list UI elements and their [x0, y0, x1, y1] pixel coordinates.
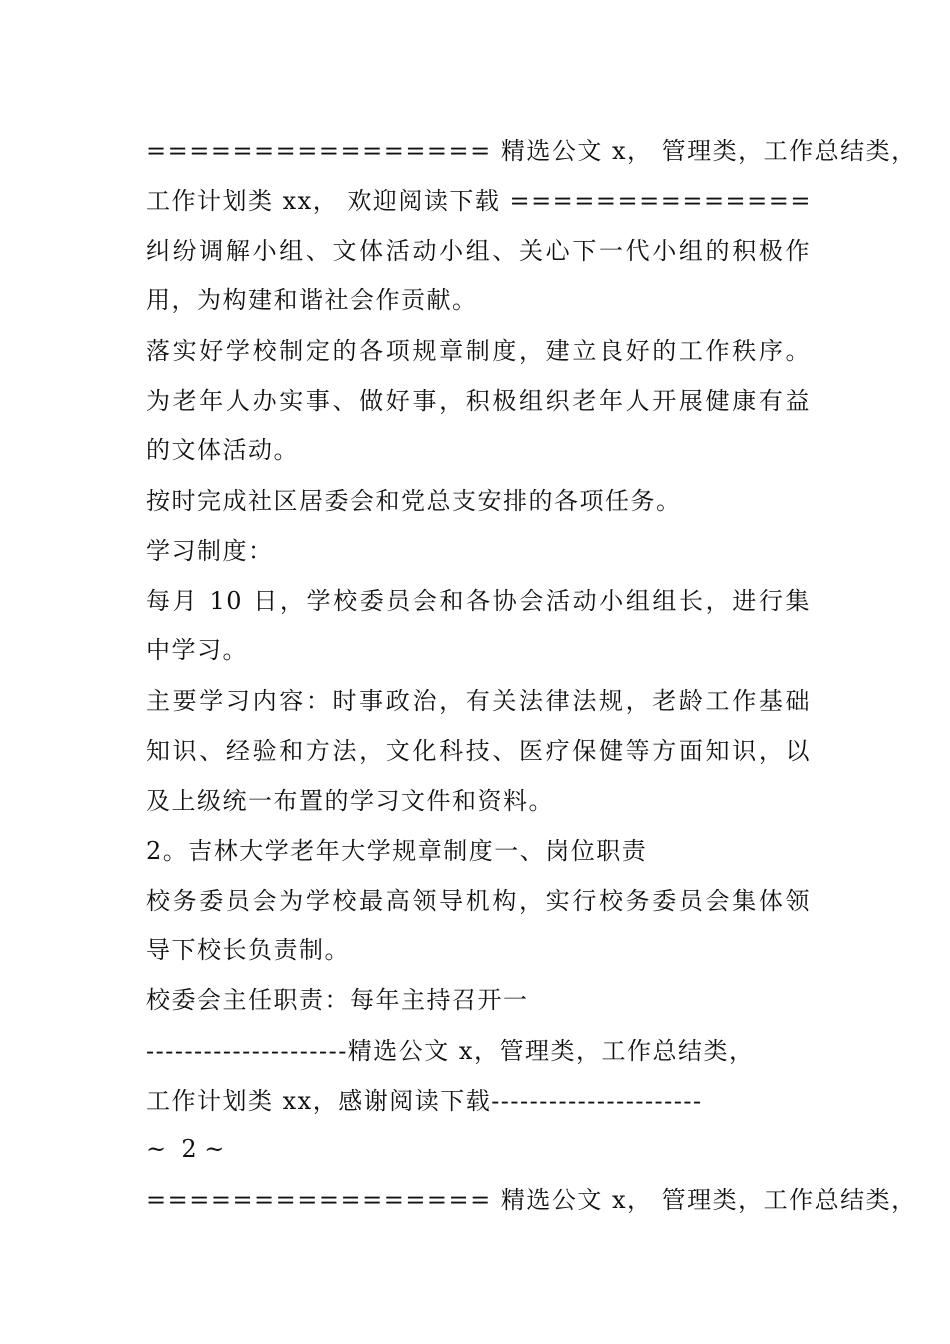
footer-banner-line-1: ---------------------精选公文 x，管理类，工作总结类， — [146, 1037, 755, 1065]
section-heading: 学习制度： — [146, 537, 274, 565]
body-line: 每月 10 日，学校委员会和各协会活动小组组长，进行集 — [146, 587, 811, 615]
body-line: 主要学习内容：时事政治，有关法律法规，老龄工作基础 — [146, 687, 811, 715]
body-line: 知识、经验和方法，文化科技、医疗保健等方面知识，以 — [146, 737, 811, 765]
section-heading: 2。吉林大学老年大学规章制度一、岗位职责 — [146, 837, 648, 865]
page-number: ~ 2 ~ — [146, 1135, 225, 1163]
footer-banner-line-2: 工作计划类 xx，感谢阅读下载---------------------- — [146, 1087, 703, 1115]
body-line: 中学习。 — [146, 636, 248, 664]
body-line: 校委会主任职责：每年主持召开一 — [146, 986, 529, 1014]
body-line: 纠纷调解小组、文体活动小组、关心下一代小组的积极作 — [146, 237, 811, 265]
header-banner-line-1: ================ 精选公文 x， 管理类，工作总结类， — [146, 137, 917, 165]
body-line: 落实好学校制定的各项规章制度，建立良好的工作秩序。 — [146, 337, 811, 365]
header-banner-line-1: ================ 精选公文 x， 管理类，工作总结类， — [146, 1186, 917, 1214]
header-banner-line-2: 工作计划类 xx， 欢迎阅读下载 ============== — [146, 187, 812, 215]
body-line: 导下校长负责制。 — [146, 936, 350, 964]
body-line: 用，为构建和谐社会作贡献。 — [146, 286, 478, 314]
body-line: 及上级统一布置的学习文件和资料。 — [146, 787, 554, 815]
body-line: 校务委员会为学校最高领导机构，实行校务委员会集体领 — [146, 887, 811, 915]
body-line: 按时完成社区居委会和党总支安排的各项任务。 — [146, 487, 682, 515]
body-line: 的文体活动。 — [146, 436, 299, 464]
body-line: 为老年人办实事、做好事，积极组织老年人开展健康有益 — [146, 387, 811, 415]
